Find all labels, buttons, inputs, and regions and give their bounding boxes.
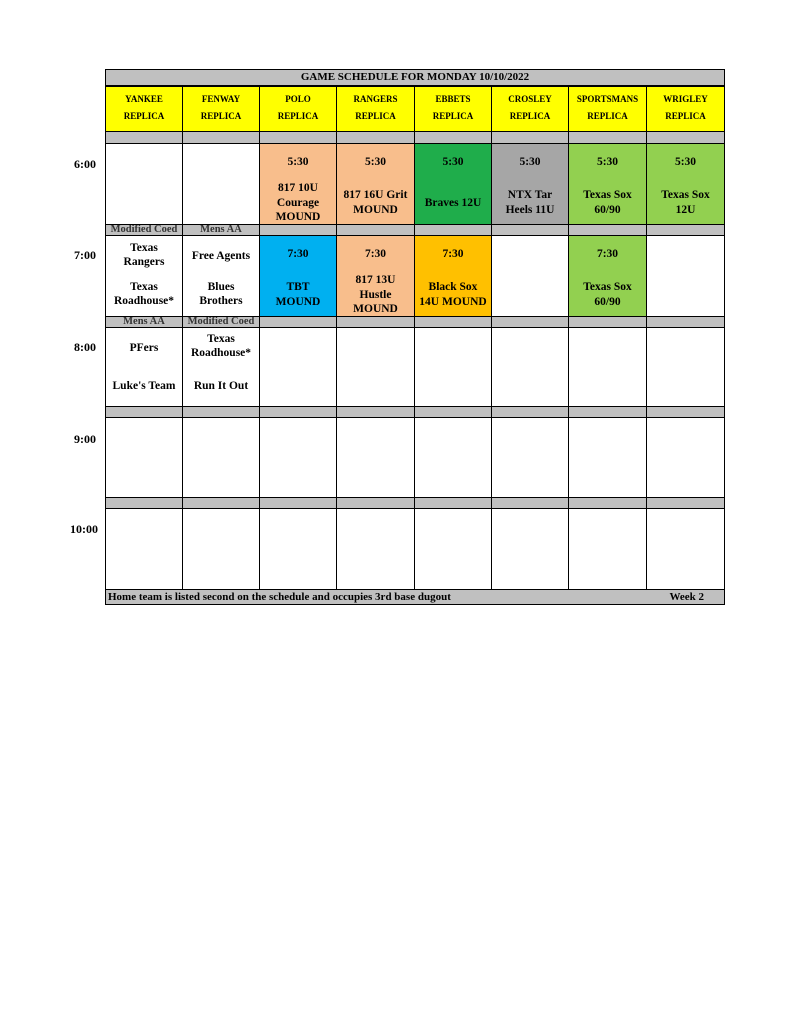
- venue-name: EBBETS: [435, 94, 471, 104]
- week-label: Week 2: [669, 591, 704, 603]
- slot7-fenway-game: [182, 235, 260, 317]
- venue-crosley: [491, 86, 569, 132]
- venue-name: POLO: [285, 94, 311, 104]
- slot7-sportsmans-game: [568, 235, 647, 317]
- team-line: Heels 11U: [505, 204, 555, 216]
- game-time: 5:30: [674, 156, 697, 168]
- slot8-fenway-game: [182, 327, 260, 407]
- venue-name: SPORTSMANS: [576, 94, 639, 104]
- team-line: Luke's Team: [112, 380, 176, 392]
- game-time: 5:30: [596, 156, 619, 168]
- venue-sub: REPLICA: [587, 111, 628, 121]
- slot9-wrigley: [646, 417, 725, 498]
- time-label-8: 8:00: [74, 340, 96, 354]
- team-line: Texas Sox: [583, 189, 632, 201]
- slot6-rangers-game: [336, 143, 415, 225]
- venue-ebbets: [414, 86, 492, 132]
- team-line: Blues: [207, 281, 235, 293]
- team-line: Texas: [130, 281, 158, 293]
- division-label: Modified Coed: [182, 316, 260, 328]
- team-line: Braves 12U: [424, 197, 482, 209]
- team-line: 817 13U: [355, 274, 396, 286]
- team-line: Texas Sox: [661, 189, 710, 201]
- slot7-yankee-game: [105, 235, 183, 317]
- venue-sub: REPLICA: [509, 111, 551, 121]
- venue-polo: [259, 86, 337, 132]
- venue-sub: REPLICA: [665, 111, 706, 121]
- slot8-crosley: [491, 327, 569, 407]
- team-line: 60/90: [594, 204, 621, 216]
- time-label-6: 6:00: [74, 157, 96, 171]
- game-time: 5:30: [287, 156, 309, 168]
- slot10-polo: [259, 508, 337, 590]
- team-line: 817 10U: [278, 182, 318, 194]
- slot9-yankee: [105, 417, 183, 498]
- team-line: Brothers: [199, 295, 243, 307]
- venue-sub: REPLICA: [200, 111, 242, 121]
- slot8-yankee-game: [105, 327, 183, 407]
- slot8-sportsmans: [568, 327, 647, 407]
- slot9-crosley: [491, 417, 569, 498]
- venue-name: RANGERS: [353, 94, 398, 104]
- team-line: Rangers: [123, 256, 165, 268]
- game-time: 5:30: [442, 156, 464, 168]
- venue-sub: REPLICA: [123, 111, 165, 121]
- venue-wrigley: [646, 86, 725, 132]
- team-line: Free Agents: [191, 250, 251, 262]
- team-line: Texas Sox: [583, 281, 632, 293]
- venue-rangers: [336, 86, 415, 132]
- team-line: Run It Out: [193, 380, 249, 392]
- team-line: MOUND: [275, 296, 321, 308]
- team-line: Hustle: [359, 289, 392, 301]
- team-line: Texas: [130, 242, 158, 254]
- slot10-wrigley: [646, 508, 725, 590]
- team-line: 60/90: [594, 296, 621, 308]
- slot6-wrigley-game: [646, 143, 725, 225]
- division-label: Mens AA: [182, 224, 260, 236]
- slot6-yankee: [105, 143, 183, 225]
- venue-yankee: [105, 86, 183, 132]
- time-label-10: 10:00: [70, 522, 98, 536]
- slot7-polo-game: [259, 235, 337, 317]
- venue-sub: REPLICA: [355, 111, 396, 121]
- venue-fenway: [182, 86, 260, 132]
- team-line: Roadhouse*: [113, 295, 175, 307]
- slot10-fenway: [182, 508, 260, 590]
- team-line: TBT: [286, 281, 310, 293]
- team-line: MOUND: [275, 211, 321, 223]
- slot6-crosley-game: [491, 143, 569, 225]
- slot10-sportsmans: [568, 508, 647, 590]
- venue-name: WRIGLEY: [663, 94, 708, 104]
- team-line: 12U: [675, 204, 696, 216]
- slot9-ebbets: [414, 417, 492, 498]
- team-line: NTX Tar: [507, 189, 553, 201]
- venue-sub: REPLICA: [277, 111, 319, 121]
- slot7-wrigley: [646, 235, 725, 317]
- slot9-fenway: [182, 417, 260, 498]
- schedule-title: GAME SCHEDULE FOR MONDAY 10/10/2022: [105, 69, 725, 86]
- slot9-polo: [259, 417, 337, 498]
- venue-name: FENWAY: [201, 94, 241, 104]
- slot6-fenway: [182, 143, 260, 225]
- game-time: 5:30: [519, 156, 541, 168]
- team-line: Black Sox: [428, 281, 478, 293]
- team-line: PFers: [129, 342, 159, 354]
- schedule-footer: [105, 589, 725, 605]
- slot7-ebbets-game: [414, 235, 492, 317]
- slot9-sportsmans: [568, 417, 647, 498]
- home-team-note: Home team is listed second on the schedule and occupies 3rd base dugout: [108, 591, 451, 603]
- venue-sub: REPLICA: [432, 111, 474, 121]
- slot6-polo-game: [259, 143, 337, 225]
- slot8-polo: [259, 327, 337, 407]
- slot10-rangers: [336, 508, 415, 590]
- slot6-sportsmans-game: [568, 143, 647, 225]
- team-line: 817 16U Grit: [343, 189, 408, 201]
- team-line: Texas: [207, 333, 235, 345]
- venue-sportsmans: [568, 86, 647, 132]
- slot8-ebbets: [414, 327, 492, 407]
- game-time: 5:30: [364, 156, 387, 168]
- slot7-crosley: [491, 235, 569, 317]
- slot9-rangers: [336, 417, 415, 498]
- venue-name: CROSLEY: [508, 94, 552, 104]
- division-label: Mens AA: [105, 316, 183, 328]
- team-line: Courage: [276, 197, 320, 209]
- slot10-yankee: [105, 508, 183, 590]
- game-time: 7:30: [364, 248, 387, 260]
- schedule-sheet: [105, 69, 725, 605]
- time-label-7: 7:00: [74, 248, 96, 262]
- slot10-ebbets: [414, 508, 492, 590]
- game-time: 7:30: [442, 248, 464, 260]
- team-line: Roadhouse*: [190, 347, 252, 359]
- game-time: 7:30: [287, 248, 309, 260]
- venue-name: YANKEE: [125, 94, 163, 104]
- slot7-rangers-game: [336, 235, 415, 317]
- slot8-rangers: [336, 327, 415, 407]
- team-line: MOUND: [353, 204, 398, 216]
- division-label: Modified Coed: [105, 224, 183, 236]
- slot8-wrigley: [646, 327, 725, 407]
- slot10-crosley: [491, 508, 569, 590]
- time-label-9: 9:00: [74, 432, 96, 446]
- slot6-ebbets-game: [414, 143, 492, 225]
- team-line: MOUND: [353, 303, 398, 315]
- game-time: 7:30: [596, 248, 619, 260]
- team-line: 14U MOUND: [419, 296, 487, 308]
